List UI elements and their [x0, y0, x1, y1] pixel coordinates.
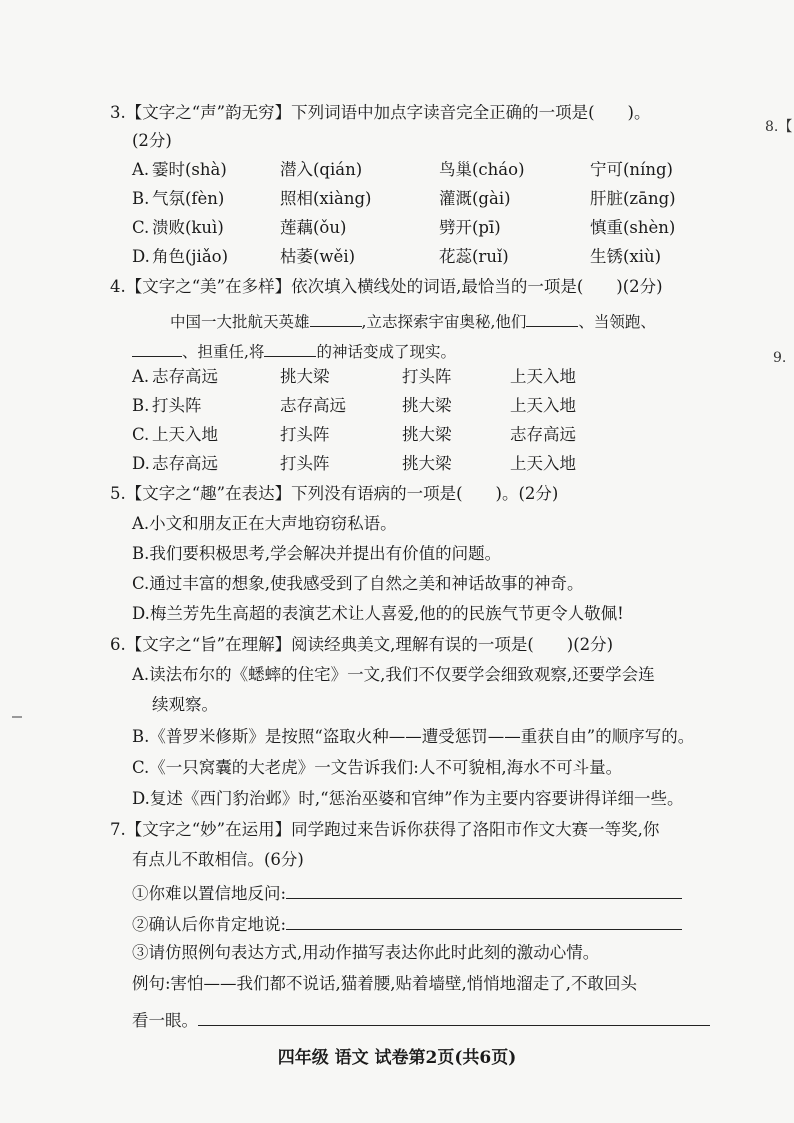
option-word: 灌溉(gài) [439, 189, 511, 208]
option-word: 上天入地 [510, 367, 576, 386]
option-word: 打头阵 [402, 367, 452, 386]
option-word: 打头阵 [280, 425, 330, 444]
q4-stem: 4.【文字之“美”在多样】依次填入横线处的词语,最恰当的一项是( )(2分) [110, 277, 663, 296]
prompt-text: ①你难以置信地反问: [132, 884, 287, 903]
q7-stem: 7.【文字之“妙”在运用】同学跑过来告诉你获得了洛阳市作文大赛一等奖,你 [110, 820, 660, 839]
option-word: 角色(jiǎo) [152, 247, 229, 266]
q5-option-c[interactable]: C.通过丰富的想象,使我感受到了自然之美和神话故事的神奇。 [132, 574, 584, 593]
q6-option-a[interactable]: A.读法布尔的《蟋蟀的住宅》一文,我们不仅要学会细致观察,还要学会连 [132, 665, 655, 684]
prompt-text: ②确认后你肯定地说: [132, 915, 287, 934]
page-footer: 四年级 语文 试卷第2页(共6页) [277, 1048, 517, 1068]
option-word: 肝脏(zāng) [590, 189, 676, 208]
next-column-question-8: 8.【 [765, 119, 793, 135]
option-label: A. [132, 160, 150, 179]
passage-text: 中国一大批航天英雄 [170, 313, 310, 331]
passage-text: 、担重任,将 [182, 343, 265, 361]
q6-option-c[interactable]: C.《一只窝囊的大老虎》一文告诉我们:人不可貌相,海水不可斗量。 [132, 758, 623, 777]
answer-line-1[interactable] [286, 880, 682, 899]
option-word: 溃败(kuì) [152, 218, 224, 237]
q3-stem: 3.【文字之“声”韵无穷】下列词语中加点字读音完全正确的一项是( )。 [110, 103, 651, 122]
option-label: C. [132, 218, 150, 237]
q7-example: 例句:害怕——我们都不说话,猫着腰,贴着墙壁,悄悄地溜走了,不敢回头 [132, 974, 638, 993]
option-label: A. [132, 367, 150, 386]
q6-option-d[interactable]: D.复述《西门豹治邺》时,“惩治巫婆和官绅”作为主要内容要讲得详细一些。 [132, 789, 684, 808]
option-label: C. [132, 425, 150, 444]
option-label: D. [132, 454, 150, 473]
option-word: 劈开(pī) [439, 218, 501, 237]
option-word: 志存高远 [280, 396, 346, 415]
option-word: 枯萎(wěi) [280, 247, 356, 266]
option-word: 潜入(qián) [280, 160, 363, 179]
option-word: 莲藕(ǒu) [280, 218, 347, 237]
option-word: 花蕊(ruǐ) [439, 247, 509, 266]
option-word: 打头阵 [280, 454, 330, 473]
q5-stem: 5.【文字之“趣”在表达】下列没有语病的一项是( )。(2分) [110, 484, 559, 503]
answer-blank[interactable] [132, 338, 182, 357]
option-word: 志存高远 [152, 367, 218, 386]
answer-blank[interactable] [310, 308, 362, 327]
option-word: 生锈(xiù) [590, 247, 662, 266]
example-text: 看一眼。 [132, 1011, 198, 1030]
option-word: 挑大梁 [402, 454, 452, 473]
q3-score: (2分) [132, 131, 172, 150]
option-word: 挑大梁 [280, 367, 330, 386]
option-word: 照相(xiàng) [280, 189, 372, 208]
q7-example-cont [132, 1007, 710, 1032]
option-word: 宁可(níng) [590, 160, 673, 179]
scan-mark [12, 716, 22, 718]
q7-stem-cont: 有点儿不敢相信。(6分) [132, 850, 304, 869]
q5-option-a[interactable]: A.小文和朋友正在大声地窃窃私语。 [132, 514, 397, 533]
passage-text: ,立志探索宇宙奥秘,他们 [361, 313, 527, 331]
answer-line-2[interactable] [286, 911, 682, 930]
option-word: 慎重(shèn) [590, 218, 676, 237]
option-word: 挑大梁 [402, 425, 452, 444]
option-word: 鸟巢(cháo) [439, 160, 525, 179]
option-word: 打头阵 [152, 396, 202, 415]
q6-stem: 6.【文字之“旨”在理解】阅读经典美文,理解有误的一项是( )(2分) [110, 635, 614, 654]
option-word: 挑大梁 [402, 396, 452, 415]
next-column-question-9: 9. [773, 350, 787, 366]
option-word: 志存高远 [152, 454, 218, 473]
option-label: B. [132, 396, 150, 415]
passage-text: 、当领跑、 [578, 313, 656, 331]
option-word: 上天入地 [510, 454, 576, 473]
option-label: B. [132, 189, 150, 208]
q6-option-b[interactable]: B.《普罗米修斯》是按照“盗取火种——遭受惩罚——重获自由”的顺序写的。 [132, 727, 695, 746]
q7-prompt-3: ③请仿照例句表达方式,用动作描写表达你此时此刻的激动心情。 [132, 943, 600, 962]
option-word: 气氛(fèn) [152, 189, 225, 208]
q5-option-d[interactable]: D.梅兰芳先生高超的表演艺术让人喜爱,他的的民族气节更令人敬佩! [132, 604, 624, 623]
q4-passage-line1 [170, 308, 656, 333]
q6-option-a-cont: 续观察。 [152, 695, 218, 714]
answer-line-3[interactable] [198, 1007, 710, 1026]
option-label: D. [132, 247, 150, 266]
q7-prompt-1 [132, 880, 682, 905]
answer-blank[interactable] [264, 338, 316, 357]
option-word: 上天入地 [510, 396, 576, 415]
answer-blank[interactable] [526, 308, 578, 327]
option-word: 上天入地 [152, 425, 218, 444]
q7-prompt-2 [132, 911, 682, 936]
q5-option-b[interactable]: B.我们要积极思考,学会解决并提出有价值的问题。 [132, 544, 502, 563]
option-word: 志存高远 [510, 425, 576, 444]
passage-text: 的神话变成了现实。 [316, 343, 456, 361]
q4-passage-line2 [132, 338, 456, 363]
option-word: 霎时(shà) [152, 160, 227, 179]
